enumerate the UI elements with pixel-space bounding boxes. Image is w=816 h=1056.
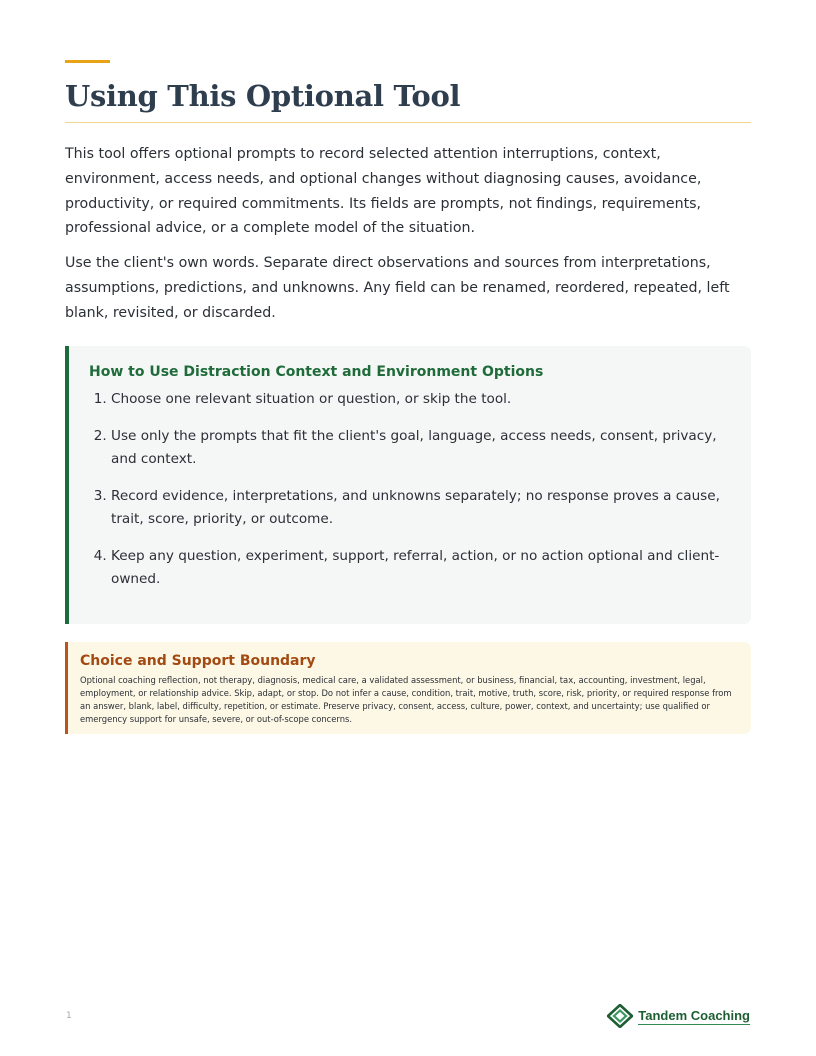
step-item: 1. Choose one relevant situation or question, or skip the tool.	[111, 388, 729, 411]
intro-section	[65, 142, 755, 336]
step-item: 3. Record evidence, interpretations, and unknowns separately; no response proves a cause, trait, score, priority, or outcome.	[111, 485, 729, 531]
diamond-logo-icon	[607, 1004, 633, 1028]
boundary-title: Choice and Support Boundary	[80, 653, 316, 669]
intro-paragraph: This tool offers optional prompts to record selected attention interruptions, context, environment, access needs, and optional changes without diagnosing causes, avoidance, productivity, or required commitments. Its fields are prompts, not findings, requirements, professional advice, or a complete model of the situation.	[65, 146, 702, 237]
brand-name: Tandem Coaching	[638, 1007, 750, 1023]
how-to-use-steps	[89, 388, 729, 591]
intro-paragraph: Use the client's own words. Separate direct observations and sources from interpretations, assumptions, predictions, and unknowns. Any field can be renamed, reordered, repeated, left blank, revisited, or discarded.	[65, 255, 730, 321]
brand-logo	[607, 1004, 750, 1028]
support-boundary-box	[65, 642, 751, 734]
how-to-use-box	[65, 346, 751, 624]
title-divider	[65, 122, 751, 123]
page-number: 1	[66, 1011, 72, 1021]
page-title: Using This Optional Tool	[65, 79, 461, 113]
boundary-text: Optional coaching reflection, not therapy, diagnosis, medical care, a validated assessment, or business, financial, tax, accounting, investment, legal, employment, or relationship advice. Skip, adapt, or stop. Do not infer a cause, condition, trait, motive, truth, score, risk, priority, or required response from an answer, blank, label, difficulty, repetition, or estimate. Preserve privacy, consent, access, culture, power, context, and uncertainty; use qualified or emergency support for unsafe, severe, or out-of-scope concerns.	[80, 675, 732, 724]
step-item: 2. Use only the prompts that fit the client's goal, language, access needs, consent, privacy, and context.	[111, 425, 729, 471]
step-item: 4. Keep any question, experiment, support, referral, action, or no action optional and client-owned.	[111, 545, 729, 591]
title-accent-bar	[65, 60, 110, 63]
how-to-use-title: How to Use Distraction Context and Environment Options	[89, 364, 544, 380]
